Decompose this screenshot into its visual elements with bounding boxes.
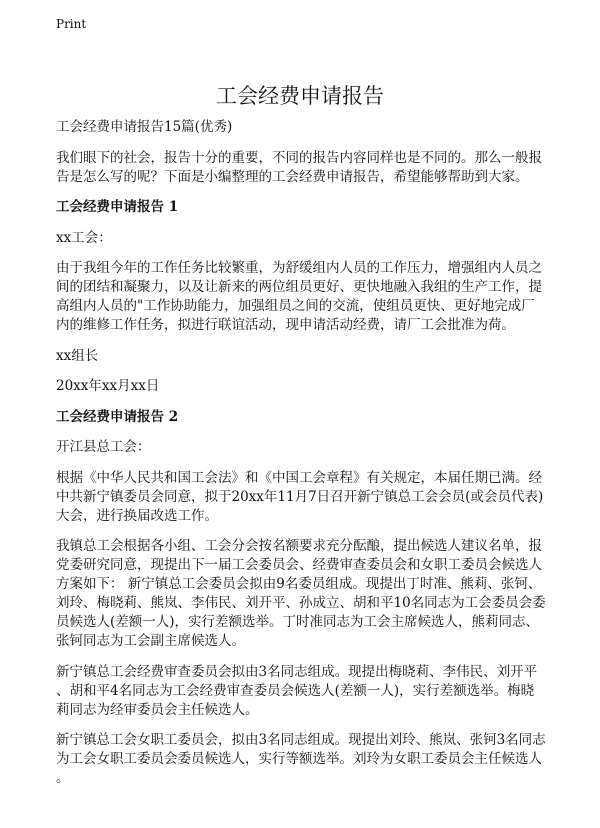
paragraph [56,731,556,788]
paragraph [56,259,556,335]
text-line: 工会经费申请报告 1 [56,199,179,215]
paragraph [56,663,556,720]
text-line: xx工会： [56,229,112,246]
text-line: 内的维修工作任务，拟进行联谊活动，现申请活动经费，请厂工会批准为荷。 [56,317,515,333]
document-body [56,118,556,800]
paragraph [56,469,556,526]
text-line: 高组内人员的"工作协助能力，加强组员之间的交流，使组员更快、更好地完成厂 [56,298,535,314]
text-line: 方案如下： 新宁镇总工会委员会拟由9名委员组成。现提出丁时准、熊莉、张钶、 [56,576,542,592]
text-line: 20xx年xx月xx日 [56,378,160,394]
text-line: 莉同志为经审委员会主任候选人。 [56,701,259,718]
paragraph [56,229,556,248]
print-link[interactable]: Print [56,17,87,31]
text-line: 。 [56,770,70,786]
paragraph [56,118,556,137]
paragraph [56,347,556,366]
text-line: 间的团结和凝聚力，以及让新来的两位组员更好、更快地融入我组的生产工作，提 [56,279,542,295]
paragraph [56,438,556,457]
paragraph [56,537,556,651]
text-line: 张钶同志为工会副主席候选人。 [56,633,245,649]
section-heading [56,198,556,217]
paragraph [56,377,556,396]
text-line: 由于我组今年的工作任务比较繁重，为舒缓组内人员的工作压力，增强组内人员之 [56,260,542,276]
text-line: 根据《中华人民共和国工会法》和《中国工会章程》有关规定，本届任期已满。经 [56,469,542,486]
paragraph [56,149,556,187]
text-line: 告是怎么写的呢？下面是小编整理的工会经费申请报告，希望能够帮助到大家。 [56,168,529,185]
text-line: 新宁镇总工会经费审查委员会拟由3名同志组成。现提出梅晓莉、李伟民、刘开平 [56,663,538,680]
text-line: 开江县总工会： [56,439,151,455]
text-line: 、胡和平4名同志为工会经费审查委员会候选人(差额一人)，实行差额选举。梅晓 [56,682,535,699]
text-line: 工会经费申请报告 2 [56,408,179,425]
text-line: 中共新宁镇委员会同意，拟于20xx年11月7日召开新宁镇总工会会员(或会员代表) [56,488,544,505]
text-line: 大会，进行换届改选工作。 [56,507,218,524]
text-line: 党委研究同意，现提出下一届工会委员会、经费审查委员会和女职工委员会候选人 [56,557,542,573]
text-line: 员候选人(差额一人)，实行差额选举。丁时准同志为工会主席候选人，熊莉同志、 [56,614,540,630]
text-line: 我镇总工会根据各小组、工会分会按名额要求充分酝酿，提出候选人建议名单，报 [56,538,542,554]
document-title: 工会经费申请报告 [216,84,384,108]
text-line: 刘玲、梅晓莉、熊岚、李伟民、刘开平、孙成立、胡和平10名同志为工会委员会委 [56,595,546,611]
text-line: 新宁镇总工会女职工委员会，拟由3名同志组成。现提出刘玲、熊岚、张钶3名同志 [56,732,546,748]
section-heading [56,408,556,427]
text-line: xx组长 [56,347,99,364]
text-line: 我们眼下的社会，报告十分的重要，不同的报告内容同样也是不同的。那么一般报 [56,149,542,166]
text-line: 为工会女职工委员会委员候选人，实行等额选举。刘玲为女职工委员会主任候选人 [56,751,542,767]
text-line: 工会经费申请报告15篇(优秀) [56,119,233,135]
